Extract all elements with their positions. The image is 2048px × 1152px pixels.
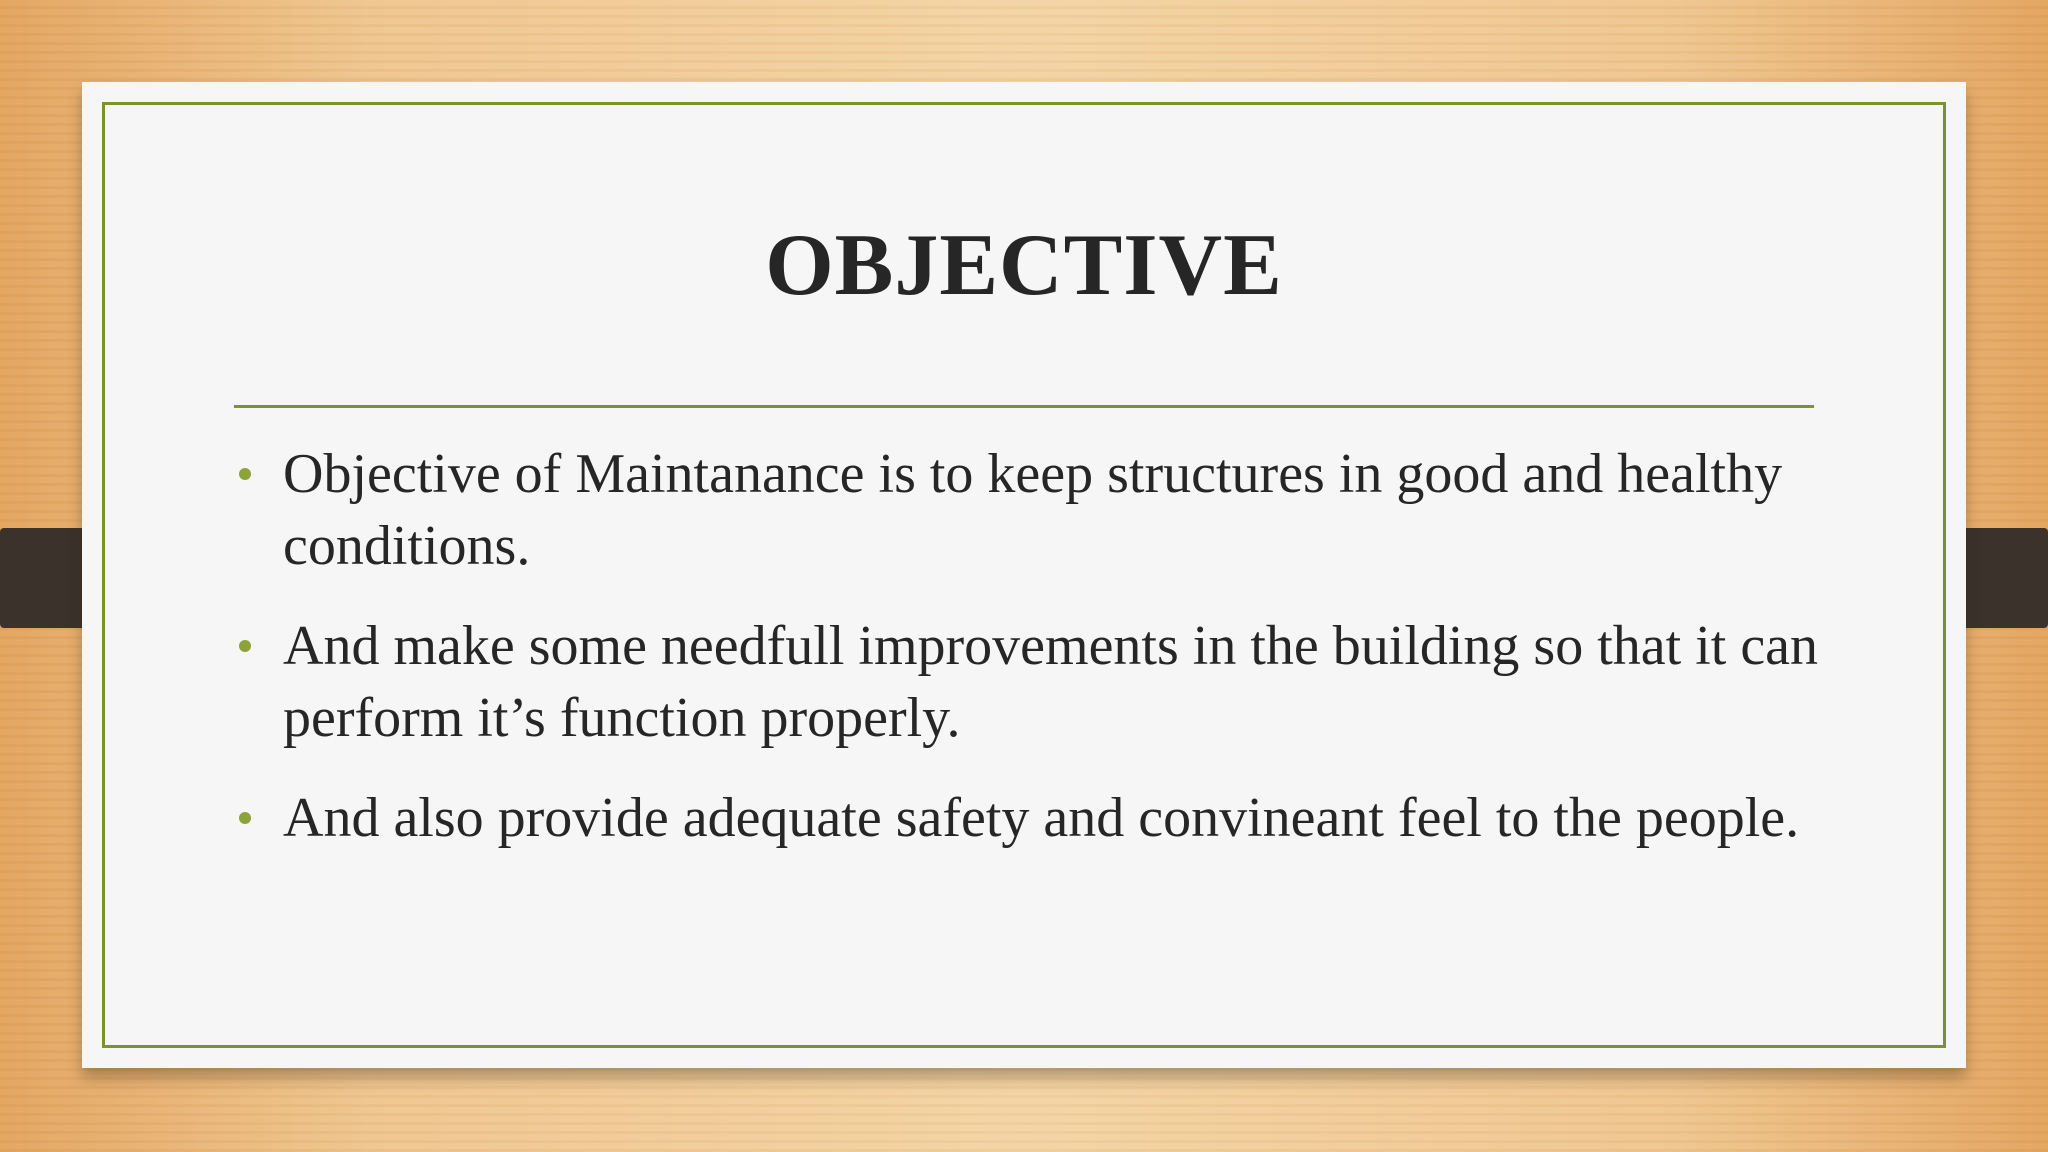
bullet-item [234,438,1834,582]
bullet-dot-icon [239,812,251,824]
bullet-item [234,610,1834,754]
slide-title: OBJECTIVE [765,217,1283,314]
bullet-dot-icon [239,468,251,480]
slide-card [82,82,1966,1068]
bullet-text: And also provide adequate safety and convineant feel to the people. [283,787,1800,849]
title-divider [234,405,1814,408]
bullet-list [234,438,1834,882]
bullet-dot-icon [239,640,251,652]
bullet-text: And make some needfull improvements in the building so that it can perform it’s function properly. [283,615,1819,749]
bullet-item [234,782,1834,854]
bullet-text: Objective of Maintanance is to keep structures in good and healthy conditions. [283,443,1783,577]
